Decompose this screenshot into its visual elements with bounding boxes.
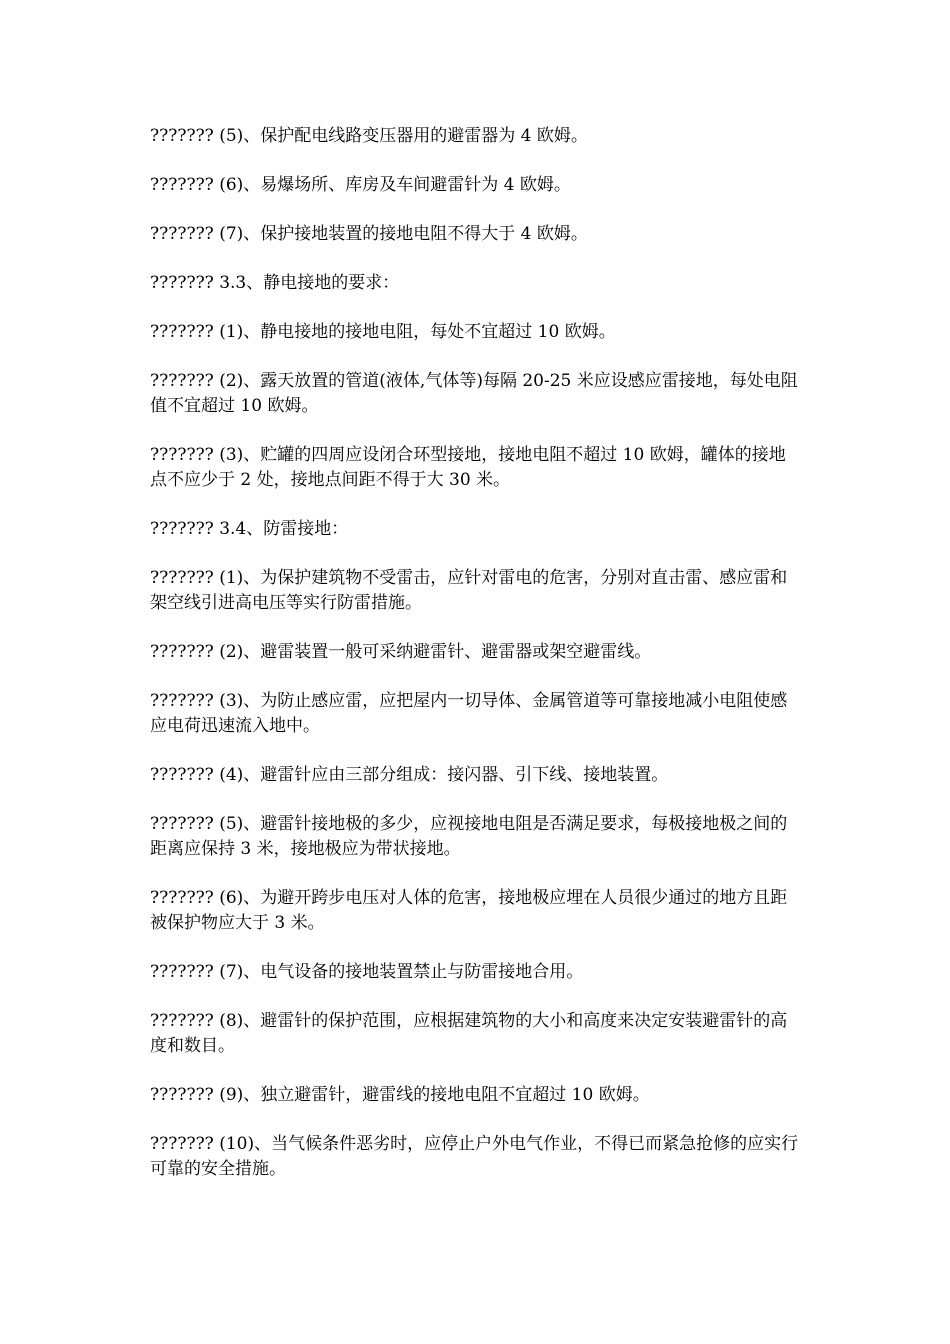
section-heading-3-4: ??????? 3.4、防雷接地： <box>150 519 349 539</box>
paragraph-electrostatic-1: ??????? (1)、静电接地的接地电阻，每处不宜超过 10 欧姆。 <box>150 322 616 342</box>
paragraph-5-transformer-arrester: ??????? (5)、保护配电线路变压器用的避雷器为 4 欧姆。 <box>150 126 588 146</box>
section-heading-3-3: ??????? 3.3、静电接地的要求： <box>150 273 400 293</box>
paragraph-electrostatic-3: ??????? (3)、贮罐的四周应设闭合环型接地，接地电阻不超过 10 欧姆，罐体的接地点不应少于 2 处，接地点间距不得于大 30 米。 <box>150 445 786 490</box>
paragraph-electrostatic-2: ??????? (2)、露天放置的管道(液体,气体等)每隔 20-25 米应设感应雷接地，每处电阻值不宜超过 10 欧姆。 <box>150 371 798 416</box>
paragraph-lightning-1: ??????? (1)、为保护建筑物不受雷击，应针对雷电的危害，分别对直击雷、感应雷和架空线引进高电压等实行防雷措施。 <box>150 568 788 613</box>
paragraph-6-explosive-site-lightning-rod: ??????? (6)、易爆场所、库房及车间避雷针为 4 欧姆。 <box>150 175 571 195</box>
paragraph-7-protective-grounding: ??????? (7)、保护接地装置的接地电阻不得大于 4 欧姆。 <box>150 224 588 244</box>
paragraph-lightning-10: ??????? (10)、当气候条件恶劣时，应停止户外电气作业，不得已而紧急抢修的应实行可靠的安全措施。 <box>150 1134 799 1179</box>
paragraph-lightning-9: ??????? (9)、独立避雷针，避雷线的接地电阻不宜超过 10 欧姆。 <box>150 1085 650 1105</box>
paragraph-lightning-3: ??????? (3)、为防止感应雷，应把屋内一切导体、金属管道等可靠接地减小电阻使感应电荷迅速流入地中。 <box>150 691 788 736</box>
document-body <box>150 124 802 1206</box>
paragraph-lightning-2: ??????? (2)、避雷装置一般可采纳避雷针、避雷器或架空避雷线。 <box>150 642 652 662</box>
paragraph-lightning-6: ??????? (6)、为避开跨步电压对人体的危害，接地极应埋在人员很少通过的地方且距被保护物应大于 3 米。 <box>150 888 788 933</box>
paragraph-lightning-5: ??????? (5)、避雷针接地极的多少，应视接地电阻是否满足要求，每极接地极之间的距离应保持 3 米，接地极应为带状接地。 <box>150 814 788 859</box>
paragraph-lightning-7: ??????? (7)、电气设备的接地装置禁止与防雷接地合用。 <box>150 962 584 982</box>
paragraph-lightning-8: ??????? (8)、避雷针的保护范围，应根据建筑物的大小和高度来决定安装避雷针的高度和数目。 <box>150 1011 788 1056</box>
paragraph-lightning-4: ??????? (4)、避雷针应由三部分组成：接闪器、引下线、接地装置。 <box>150 765 669 785</box>
